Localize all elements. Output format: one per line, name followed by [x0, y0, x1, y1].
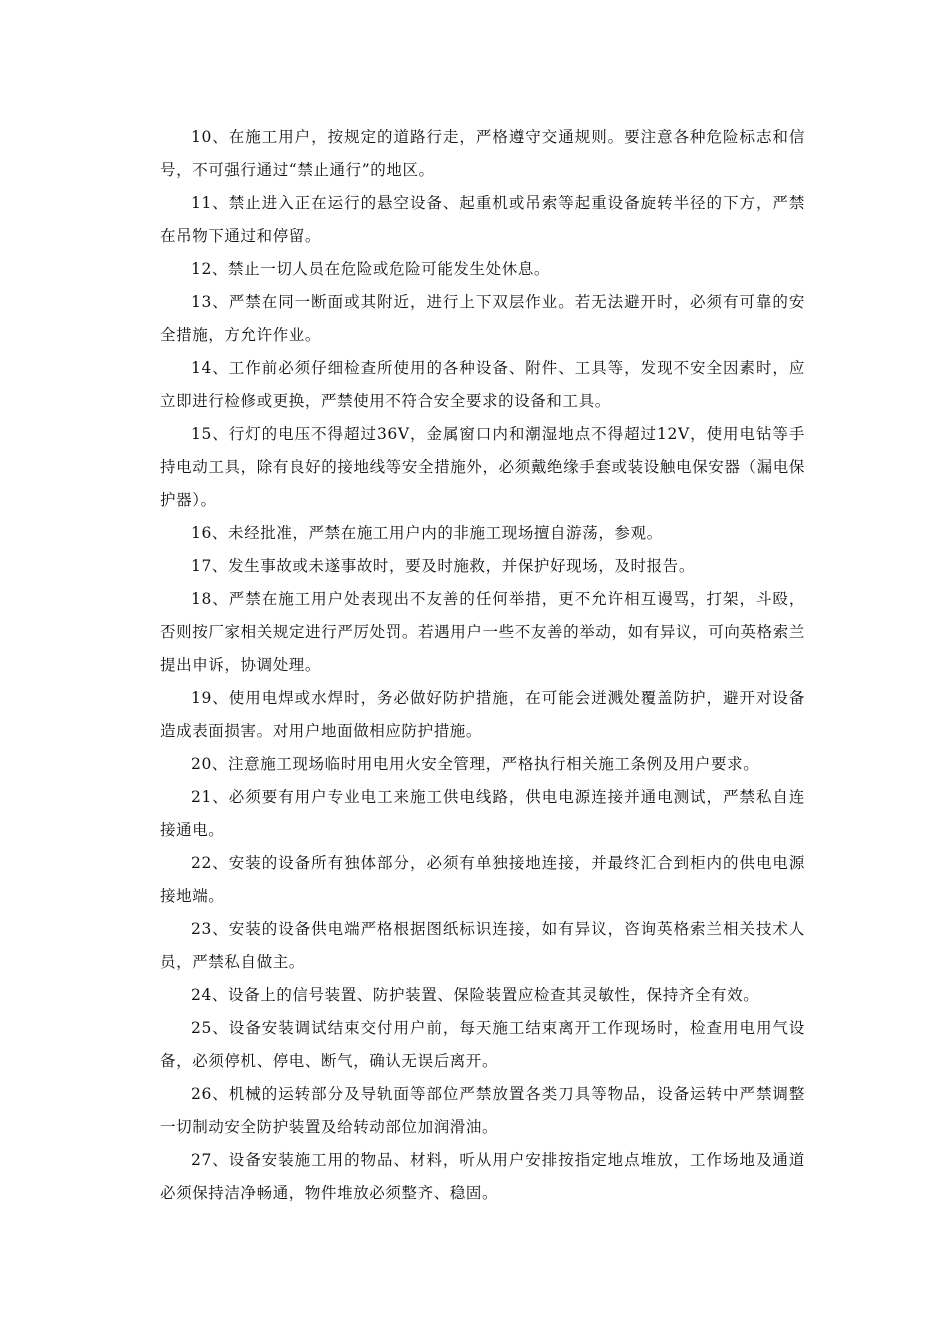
rule-paragraph-18: 18、严禁在施工用户处表现出不友善的任何举措，更不允许相互谩骂，打架，斗殴，否则按厂家相关规定进行严厉处罚。若遇用户一些不友善的举动，如有异议，可向英格索兰提出申诉，协调处理。 — [160, 590, 805, 674]
document-body — [160, 121, 805, 1210]
rule-paragraph-22: 22、安装的设备所有独体部分，必须有单独接地连接，并最终汇合到柜内的供电电源接地端。 — [160, 854, 805, 905]
rule-paragraph-25: 25、设备安装调试结束交付用户前，每天施工结束离开工作现场时，检查用电用气设备，必须停机、停电、断气，确认无误后离开。 — [160, 1019, 805, 1070]
rule-paragraph-17: 17、发生事故或未遂事故时，要及时施救，并保护好现场，及时报告。 — [191, 557, 695, 575]
rule-paragraph-15: 15、行灯的电压不得超过36V，金属窗口内和潮湿地点不得超过12V，使用电钻等手持电动工具，除有良好的接地线等安全措施外，必须戴绝缘手套或装设触电保安器（漏电保护器）。 — [160, 425, 805, 509]
rule-paragraph-24: 24、设备上的信号装置、防护装置、保险装置应检查其灵敏性，保持齐全有效。 — [191, 986, 760, 1004]
rule-paragraph-27: 27、设备安装施工用的物品、材料，听从用户安排按指定地点堆放，工作场地及通道必须保持洁净畅通，物件堆放必须整齐、稳固。 — [160, 1151, 805, 1202]
rule-paragraph-10: 10、在施工用户，按规定的道路行走，严格遵守交通规则。要注意各种危险标志和信号，不可强行通过“禁止通行”的地区。 — [160, 128, 805, 179]
rule-paragraph-16: 16、未经批准，严禁在施工用户内的非施工现场擅自游荡，参观。 — [191, 524, 663, 542]
rule-paragraph-20: 20、注意施工现场临时用电用火安全管理，严格执行相关施工条例及用户要求。 — [191, 755, 760, 773]
rule-paragraph-21: 21、必须要有用户专业电工来施工供电线路，供电电源连接并通电测试，严禁私自连接通电。 — [160, 788, 805, 839]
rule-paragraph-26: 26、机械的运转部分及导轨面等部位严禁放置各类刀具等物品，设备运转中严禁调整一切制动安全防护装置及给转动部位加润滑油。 — [160, 1085, 805, 1136]
rule-paragraph-13: 13、严禁在同一断面或其附近，进行上下双层作业。若无法避开时，必须有可靠的安全措施，方允许作业。 — [160, 293, 805, 344]
rule-paragraph-12: 12、禁止一切人员在危险或危险可能发生处休息。 — [191, 260, 551, 278]
rule-paragraph-19: 19、使用电焊或水焊时，务必做好防护措施，在可能会迸溅处覆盖防护，避开对设备造成表面损害。对用户地面做相应防护措施。 — [160, 689, 805, 740]
rule-paragraph-11: 11、禁止进入正在运行的悬空设备、起重机或吊索等起重设备旋转半径的下方，严禁在吊物下通过和停留。 — [160, 194, 805, 245]
rule-paragraph-14: 14、工作前必须仔细检查所使用的各种设备、附件、工具等，发现不安全因素时，应立即进行检修或更换，严禁使用不符合安全要求的设备和工具。 — [160, 359, 805, 410]
rule-paragraph-23: 23、安装的设备供电端严格根据图纸标识连接，如有异议，咨询英格索兰相关技术人员，严禁私自做主。 — [160, 920, 805, 971]
